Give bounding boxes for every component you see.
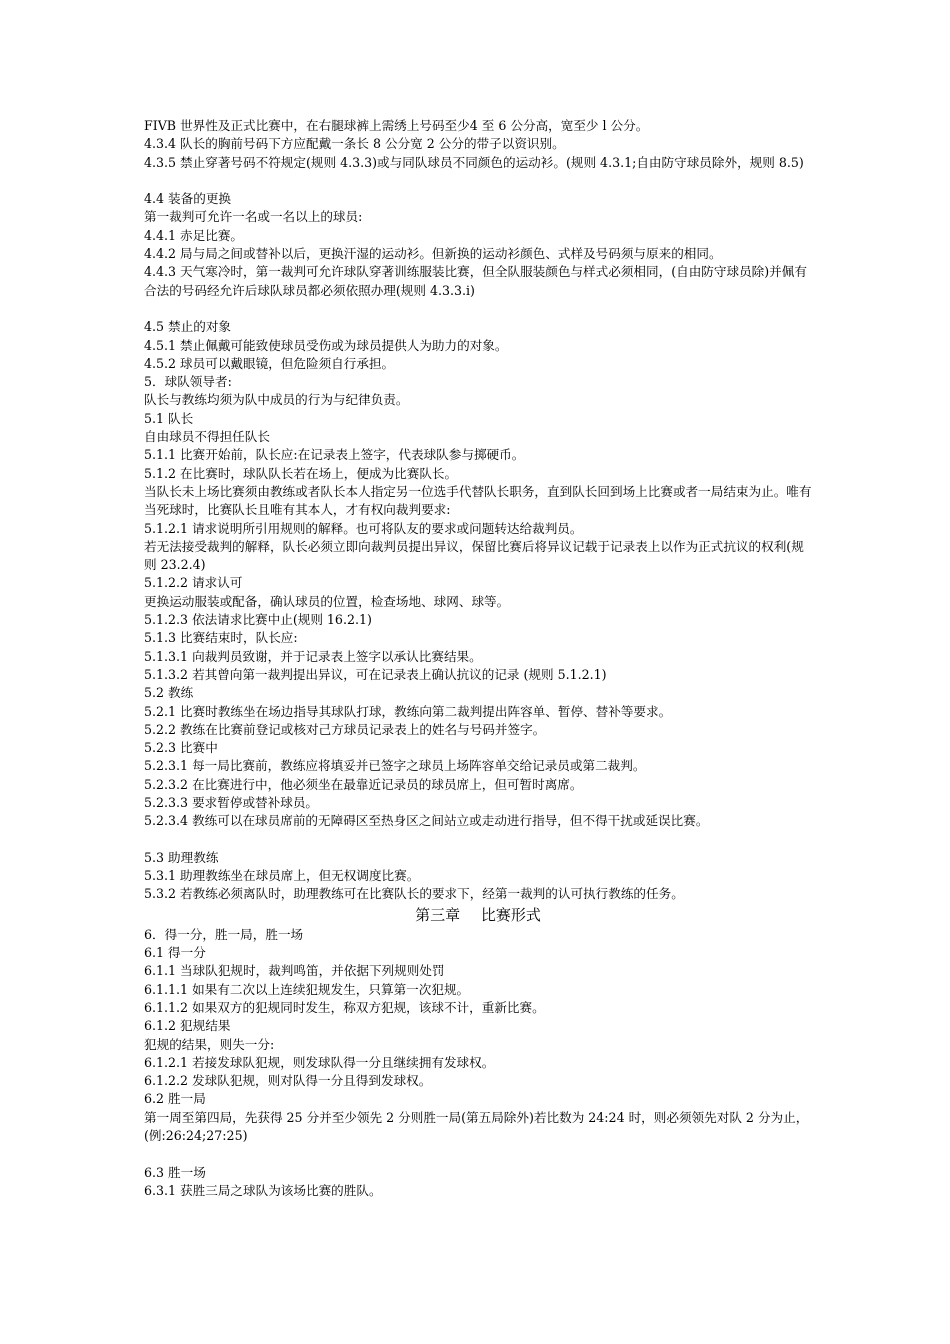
text-line: 4.4.2 局与局之间或替补以后，更换汗湿的运动衫。但新换的运动衫颜色、式样及号码须与原来的相同。 [144, 246, 722, 262]
text-line: 5.2 教练 [144, 685, 194, 701]
text-line: FIVB 世界性及正式比赛中，在右腿球裤上需绣上号码至少4 至 6 公分高，宽至少 l 公分。 [144, 118, 649, 133]
text-line: 队长与教练均须为队中成员的行为与纪律负责。 [144, 392, 409, 408]
text-line: 5.1.2.3 依法请求比赛中止(规则 16.2.1) [144, 612, 372, 628]
text-line: 第一裁判可允许一名或一名以上的球员: [144, 209, 363, 225]
text-line: 5.1.1 比赛开始前，队长应:在记录表上签字，代表球队参与掷硬币。 [144, 447, 525, 463]
text-line: 4.4.1 赤足比赛。 [144, 227, 244, 243]
text-line: 6.1.2.1 若接发球队犯规，则发球队得一分且继续拥有发球权。 [144, 1054, 495, 1070]
text-line: 6.1.1.1 如果有二次以上连续犯规发生，只算第一次犯规。 [144, 981, 470, 997]
text-line: 5.3.1 助理教练坐在球员席上，但无权调度比赛。 [144, 868, 420, 884]
text-line: 5.2.3.4 教练可以在球员席前的无障碍区至热身区之间站立或走动进行指导，但不得干扰或延误比赛。 [144, 813, 709, 829]
text-line: 4.5.1 禁止佩戴可能致使球员受伤或为球员提供人为助力的对象。 [144, 337, 508, 353]
rules-text-block-1 [144, 117, 812, 904]
text-line: 6.1.1.2 如果双方的犯规同时发生，称双方犯规，该球不计，重新比赛。 [144, 999, 545, 1015]
text-line: 6.3 胜一场 [144, 1164, 206, 1180]
text-line: 第一周至第四局，先获得 25 分并至少领先 2 分则胜一局(第五局除外)若比数为 24:24 时，则必须领先对队 2 分为止，(例:26:24;27:25) [144, 1109, 809, 1144]
text-line: 5.1.3 比赛结束时，队长应: [144, 630, 298, 646]
text-line: 5.3 助理教练 [144, 849, 219, 865]
text-line: 5.2.3 比赛中 [144, 740, 218, 756]
rules-text-block-2 [144, 926, 812, 1200]
text-line: 5.1.2 在比赛时，球队队长若在场上，便成为比赛队长。 [144, 465, 458, 481]
text-line: 5.1.2.1 请求说明所引用规则的解释。也可将队友的要求或问题转达给裁判员。 [144, 520, 583, 536]
text-line: 5.2.1 比赛时教练坐在场边指导其球队打球，教练向第二裁判提出阵容单、暂停、替补等要求。 [144, 703, 672, 719]
text-line: 5.1.2.2 请求认可 [144, 575, 243, 591]
text-line: 5.2.3.3 要求暂停或替补球员。 [144, 794, 319, 810]
blank-line [144, 300, 812, 318]
blank-line [144, 172, 812, 190]
text-line: 4.4.3 天气寒冷时，第一裁判可允许球队穿著训练服装比赛，但全队服装颜色与样式必须相同，(自由防守球员除)并佩有合法的号码经允许后球队球员都必须依照办理(规则 4.3.3.i) [144, 264, 807, 298]
text-line: 若无法接受裁判的解释，队长必须立即向裁判员提出异议，保留比赛后将异议记载于记录表上以作为正式抗议的权利(规则 23.2.4) [144, 538, 804, 573]
text-line: 4.3.5 禁止穿著号码不符规定(规则 4.3.3)或与同队球员不同颜色的运动衫。(规则 4.3.1;自由防守球员除外，规则 8.5) [144, 154, 804, 170]
chapter-title: 比赛形式 [480, 905, 541, 924]
text-line: 4.4 装备的更换 [144, 191, 232, 207]
text-line: 4.3.4 队长的胸前号码下方应配戴一条长 8 公分宽 2 公分的带子以资识别。 [144, 136, 565, 152]
text-line: 5.1 队长 [144, 410, 194, 426]
chapter-number: 第三章 [415, 905, 461, 924]
text-line: 5.1.3.2 若其曾向第一裁判提出异议，可在记录表上确认抗议的记录 (规则 5.1.2.1) [144, 666, 607, 682]
text-line: 5.3.2 若教练必须离队时，助理教练可在比赛队长的要求下，经第一裁判的认可执行教练的任务。 [144, 886, 684, 902]
text-line: 5.2.3.2 在比赛进行中，他必须坐在最靠近记录员的球员席上，但可暂时离席。 [144, 776, 583, 792]
text-line: 6.3.1 获胜三局之球队为该场比赛的胜队。 [144, 1182, 382, 1198]
text-line: 5.1.3.1 向裁判员致谢，并于记录表上签字以承认比赛结果。 [144, 648, 482, 664]
text-line: 6.1.1 当球队犯规时，裁判鸣笛，并依据下列规则处罚 [144, 963, 445, 979]
blank-line [144, 1145, 812, 1163]
text-line: 5．球队领导者: [144, 374, 232, 390]
text-line: 6.2 胜一局 [144, 1091, 206, 1107]
text-line: 6.1 得一分 [144, 945, 206, 961]
text-line: 更换运动服装或配备，确认球员的位置，检查场地、球网、球等。 [144, 593, 510, 609]
text-line: 5.2.2 教练在比赛前登记或核对己方球员记录表上的姓名与号码并签字。 [144, 721, 546, 737]
text-line: 4.5 禁止的对象 [144, 319, 232, 335]
document-page [144, 117, 812, 1200]
text-line: 6.1.2.2 发球队犯规，则对队得一分且得到发球权。 [144, 1073, 432, 1089]
chapter-heading [144, 904, 812, 926]
text-line: 5.2.3.1 每一局比赛前，教练应将填妥并已签字之球员上场阵容单交给记录员或第二裁判。 [144, 758, 646, 774]
text-line: 4.5.2 球员可以戴眼镜，但危险须自行承担。 [144, 355, 395, 371]
blank-line [144, 831, 812, 849]
text-line: 6.1.2 犯规结果 [144, 1018, 231, 1034]
text-line: 当队长未上场比赛须由教练或者队长本人指定另一位选手代替队长职务，直到队长回到场上比赛或者一局结束为止。唯有当死球时，比赛队长且唯有其本人，才有权向裁判要求: [144, 483, 812, 518]
text-line: 6．得一分，胜一局，胜一场 [144, 926, 304, 942]
text-line: 犯规的结果，则失一分: [144, 1036, 275, 1052]
text-line: 自由球员不得担任队长 [144, 429, 270, 445]
